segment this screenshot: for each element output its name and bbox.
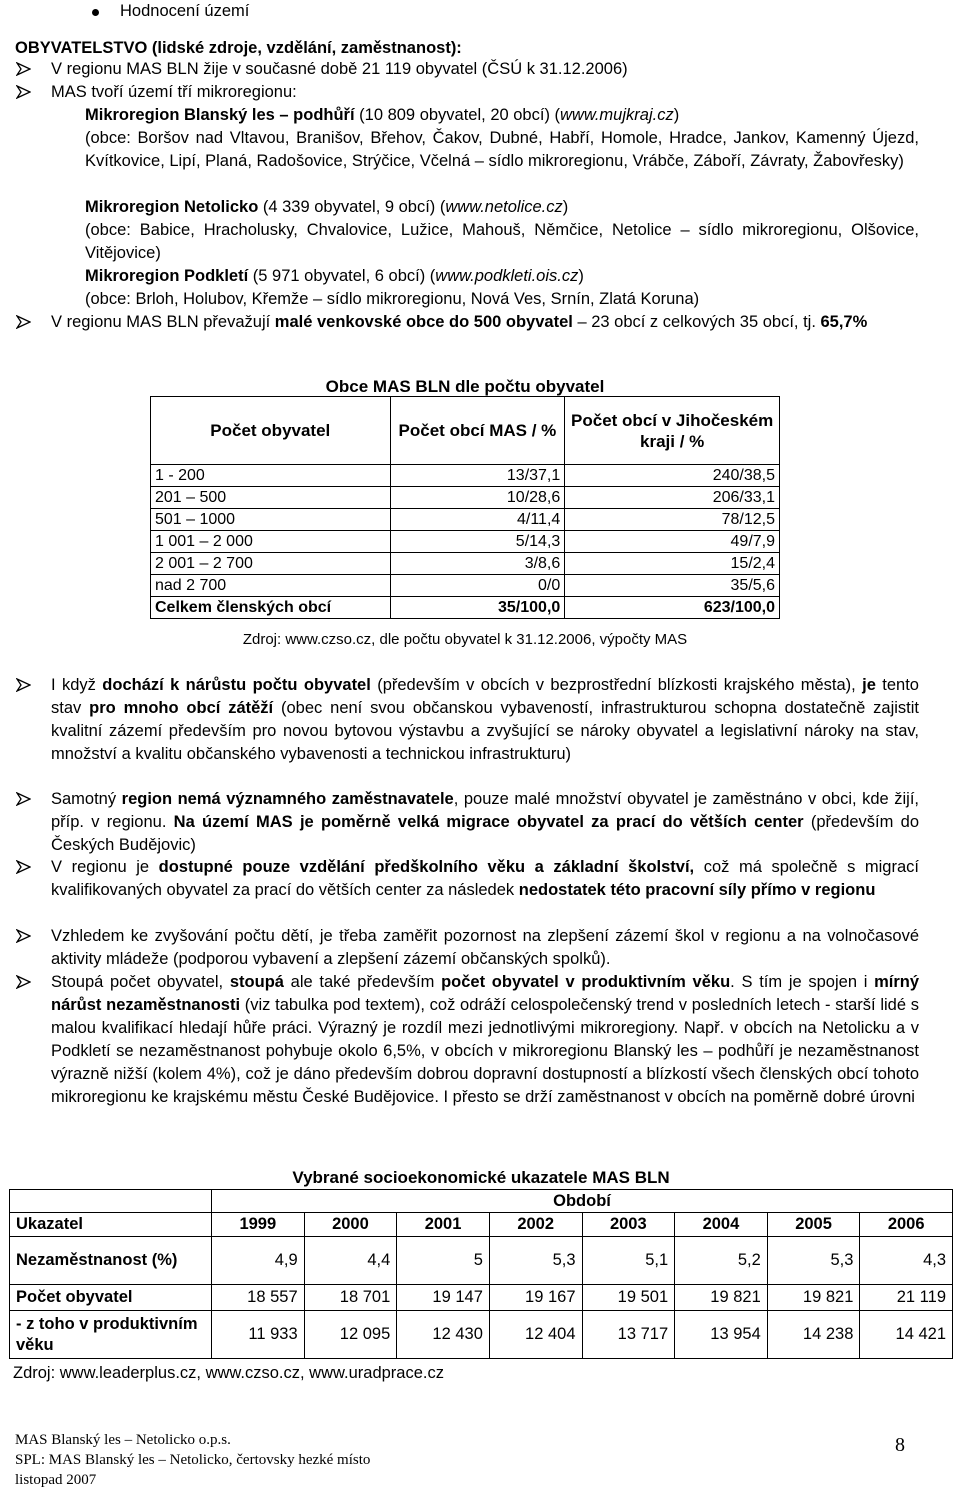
- cell: 14 238: [767, 1311, 860, 1359]
- cell: 5,2: [675, 1237, 768, 1285]
- footer-spl: SPL: MAS Blanský les – Netolicko, čertovsky hezké místo: [15, 1452, 371, 1468]
- text: V regionu MAS BLN převažují: [51, 313, 275, 331]
- header-cell: Počet obcí v Jihočeském kraji / %: [565, 397, 780, 465]
- table-total-row: [151, 597, 780, 619]
- text-bold: 65,7%: [820, 313, 868, 331]
- microregion-towns: (obce: Boršov nad Vltavou, Branišov, Břehov, Čakov, Dubné, Habří, Homole, Hradce, Jankov, Kamenný Újezd, Kvítkovice, Lipí, Planá, Radošovice, Strýčice, Včelná – sídlo mikroregionu, Vrábče, Záboří, Závraty, Žabovřesky): [85, 129, 919, 170]
- cell: 623/100,0: [565, 597, 780, 619]
- table-row: [10, 1285, 953, 1311]
- bullet-microregions: MAS tvoří území tří mikroregionu:: [51, 83, 297, 101]
- cell: 14 421: [860, 1311, 953, 1359]
- cell: 10/28,6: [390, 487, 565, 509]
- microregion-web-link[interactable]: www.netolice.cz: [445, 198, 563, 216]
- cell: 4/11,4: [390, 509, 565, 531]
- cell: 12 430: [397, 1311, 490, 1359]
- cell: 11 933: [212, 1311, 305, 1359]
- text: (obec není svou občanskou vybaveností, infrastrukturou schopna dostatečně zajistit kvalitní zázemí především pro novou bytovou výstavbu a zvyšující se nároky obyvatel a legislativní nároky na stav, množství a kvalitu občanského vybavenosti a technickou infrastrukturu): [51, 699, 919, 763]
- text-bold: malé venkovské obce do 500 obyvatel: [274, 313, 573, 331]
- cell: 4,3: [860, 1237, 953, 1285]
- table-socioeconomic: [9, 1189, 953, 1359]
- cell: 12 095: [304, 1311, 397, 1359]
- table-row: [10, 1237, 953, 1285]
- year-cell: 2001: [397, 1213, 490, 1237]
- cell: 1 - 200: [151, 465, 391, 487]
- top-bullet-text: Hodnocení území: [120, 2, 250, 20]
- text: (především do Českých Budějovic): [51, 813, 919, 854]
- paragraph-education: [51, 856, 919, 902]
- table-row: [151, 575, 780, 597]
- text: (především v obcích v bezprostřední blízkosti krajského města),: [370, 676, 863, 694]
- table-header-row: [151, 397, 780, 465]
- text: I když: [51, 676, 103, 694]
- year-cell: 2005: [767, 1213, 860, 1237]
- table-row: [151, 509, 780, 531]
- text-bold: stoupá: [229, 973, 284, 991]
- cell: 49/7,9: [565, 531, 780, 553]
- microregion-web-link[interactable]: www.podkleti.ois.cz: [435, 267, 579, 285]
- text: V regionu je: [51, 858, 159, 876]
- table-municipalities: [150, 396, 780, 619]
- paren: ): [673, 106, 680, 124]
- arrow-bullet-icon: [16, 929, 31, 943]
- cell: 501 – 1000: [151, 509, 391, 531]
- cell: 206/33,1: [565, 487, 780, 509]
- cell: 240/38,5: [565, 465, 780, 487]
- text: – 23 obcí z celkových 35 obcí, tj.: [572, 313, 821, 331]
- paragraph-population-growth: [51, 674, 919, 766]
- table1-source: Zdroj: www.czso.cz, dle počtu obyvatel k 31.12.2006, výpočty MAS: [242, 631, 688, 648]
- text: tento stav: [51, 676, 919, 717]
- cell: Celkem členských obcí: [151, 597, 391, 619]
- cell: 35/100,0: [390, 597, 565, 619]
- arrow-bullet-icon: [16, 678, 31, 692]
- text: . S tím je spojen i: [730, 973, 875, 991]
- row-label: - z toho v produktivním věku: [10, 1311, 212, 1359]
- microregion-info: (5 971 obyvatel, 6 obcí) (: [248, 267, 436, 285]
- cell: 5,1: [582, 1237, 675, 1285]
- text: Samotný: [51, 790, 122, 808]
- paragraph-employer: [51, 788, 919, 857]
- paragraph-children: Vzhledem ke zvyšování počtu dětí, je třeba zaměřit pozornost na zlepšení zázemí škol v regionu a na volnočasové aktivity mládeže (podporou vybavení a zlepšení zázemí občanských spolků).: [51, 927, 919, 968]
- cell-empty: [10, 1190, 212, 1213]
- cell: 19 821: [675, 1285, 768, 1311]
- table1-title: Obce MAS BLN dle počtu obyvatel: [325, 377, 605, 396]
- table-row: [151, 531, 780, 553]
- header-cell: Počet obyvatel: [151, 397, 391, 465]
- text-bold: Na území MAS je poměrně velká migrace obyvatel za prací do větších center: [173, 813, 804, 831]
- table-header-row: [10, 1213, 953, 1237]
- text-bold: dostupné pouze vzdělání předškolního věku a základní školství,: [158, 858, 695, 876]
- cell: 201 – 500: [151, 487, 391, 509]
- cell: 4,9: [212, 1237, 305, 1285]
- table2-title: Vybrané socioekonomické ukazatele MAS BLN: [292, 1168, 670, 1187]
- paren: ): [562, 198, 569, 216]
- microregion-blansky-les: [85, 104, 679, 127]
- arrow-bullet-icon: [16, 315, 31, 329]
- cell: 13/37,1: [390, 465, 565, 487]
- table-row: [10, 1311, 953, 1359]
- section-title: OBYVATELSTVO (lidské zdroje, vzdělání, zaměstnanost):: [15, 39, 462, 57]
- microregion-podkleti: [85, 265, 584, 288]
- year-cell: 2002: [489, 1213, 582, 1237]
- cell: 13 954: [675, 1311, 768, 1359]
- cell: 13 717: [582, 1311, 675, 1359]
- table-row: [151, 553, 780, 575]
- cell: 12 404: [489, 1311, 582, 1359]
- text: (viz tabulka pod textem), což odráží celospolečenský trend v posledních letech - starší lidé s malou kvalifikací hledají hůře práci. Výrazný je rozdíl mezi jednotlivými mikroregiony. Např. v obcích na Netolicku a v Podkletí se nezaměstnanost pohybuje okolo 6,5%, v obcích v mikroregionu Blanský les – podhůří je nezaměstnanost výrazně nižší (kolem 4%), což je dáno především dobrou dopravní dostupností a blízkostí všech členských obcí tohoto mikroregionu ke krajskému městu České Budějovice. I přesto se drží zaměstnanost v obcích na poměrně dobré úrovni: [51, 996, 919, 1106]
- cell: 18 557: [212, 1285, 305, 1311]
- bullet-population: V regionu MAS BLN žije v současné době 21 119 obyvatel (ČSÚ k 31.12.2006): [51, 60, 628, 78]
- header-cell: Počet obcí MAS / %: [390, 397, 565, 465]
- footer-date: listopad 2007: [15, 1472, 97, 1488]
- microregion-info: (10 809 obyvatel, 20 obcí) (: [354, 106, 561, 124]
- cell: 1 001 – 2 000: [151, 531, 391, 553]
- cell: 15/2,4: [565, 553, 780, 575]
- cell: 78/12,5: [565, 509, 780, 531]
- microregion-netolicko: [85, 196, 568, 219]
- text-bold: počet obyvatel v produktivním věku: [441, 973, 731, 991]
- text: ale také především: [283, 973, 442, 991]
- cell: 18 701: [304, 1285, 397, 1311]
- arrow-bullet-icon: [16, 792, 31, 806]
- arrow-bullet-icon: [16, 860, 31, 874]
- text: , pouze malé množství obyvatel je zaměstnáno v obci, kde žijí, příp. v regionu.: [51, 790, 920, 831]
- text-bold: region nemá významného zaměstnavatele: [121, 790, 454, 808]
- arrow-bullet-icon: [16, 85, 31, 99]
- microregion-towns: (obce: Brloh, Holubov, Křemže – sídlo mikroregionu, Nová Ves, Srnín, Zlatá Koruna): [85, 290, 700, 308]
- cell: 21 119: [860, 1285, 953, 1311]
- table-row: [151, 465, 780, 487]
- cell: 0/0: [390, 575, 565, 597]
- cell: 5,3: [767, 1237, 860, 1285]
- page-number: 8: [895, 1434, 905, 1456]
- arrow-bullet-icon: [16, 975, 31, 989]
- cell: 3/8,6: [390, 553, 565, 575]
- arrow-bullet-icon: [16, 62, 31, 76]
- text-bold: mírný nárůst nezaměstnanosti: [51, 973, 920, 1014]
- table2-source: Zdroj: www.leaderplus.cz, www.czso.cz, www.uradprace.cz: [13, 1364, 444, 1382]
- year-cell: 2000: [304, 1213, 397, 1237]
- footer-org: MAS Blanský les – Netolicko o.p.s.: [15, 1432, 231, 1448]
- paren: ): [578, 267, 584, 285]
- text-bold: je: [862, 676, 876, 694]
- text: Stoupá počet obyvatel,: [51, 973, 230, 991]
- microregion-name: Mikroregion Netolicko: [85, 198, 259, 216]
- bullet-dot-icon: [92, 9, 99, 16]
- year-cell: 2006: [860, 1213, 953, 1237]
- cell: 4,4: [304, 1237, 397, 1285]
- bullet-small-villages: [51, 311, 919, 334]
- microregion-towns: (obce: Babice, Hracholusky, Chvalovice, Lužice, Mahouš, Němčice, Netolice – sídlo mikroregionu, Olšovice, Vitějovice): [85, 221, 919, 262]
- table-period-row: [10, 1190, 953, 1213]
- table-row: [151, 487, 780, 509]
- microregion-web-link[interactable]: www.mujkraj.cz: [560, 106, 674, 124]
- cell: 19 821: [767, 1285, 860, 1311]
- footer: [15, 1430, 370, 1490]
- cell: 2 001 – 2 700: [151, 553, 391, 575]
- year-cell: 2003: [582, 1213, 675, 1237]
- text-bold: pro mnoho obcí zátěží: [89, 699, 274, 717]
- year-cell: 1999: [212, 1213, 305, 1237]
- paragraph-unemployment: [51, 971, 919, 1109]
- header-cell: Ukazatel: [10, 1213, 212, 1237]
- cell: 5: [397, 1237, 490, 1285]
- text: což má společně s migrací kvalifikovaných obyvatel za prací do větších center za následek: [51, 858, 919, 899]
- row-label: Nezaměstnanost (%): [10, 1237, 212, 1285]
- period-label: Období: [212, 1190, 953, 1213]
- cell: 19 147: [397, 1285, 490, 1311]
- cell: 19 167: [489, 1285, 582, 1311]
- cell: 35/5,6: [565, 575, 780, 597]
- cell: 5/14,3: [390, 531, 565, 553]
- cell: 19 501: [582, 1285, 675, 1311]
- year-cell: 2004: [675, 1213, 768, 1237]
- text-bold: nedostatek této pracovní síly přímo v regionu: [518, 881, 876, 899]
- microregion-info: (4 339 obyvatel, 9 obcí) (: [258, 198, 446, 216]
- microregion-name: Mikroregion Blanský les – podhůří: [85, 106, 355, 124]
- text-bold: dochází k nárůstu počtu obyvatel: [102, 676, 371, 694]
- cell: nad 2 700: [151, 575, 391, 597]
- row-label: Počet obyvatel: [10, 1285, 212, 1311]
- cell: 5,3: [489, 1237, 582, 1285]
- microregion-name: Mikroregion Podkletí: [85, 267, 249, 285]
